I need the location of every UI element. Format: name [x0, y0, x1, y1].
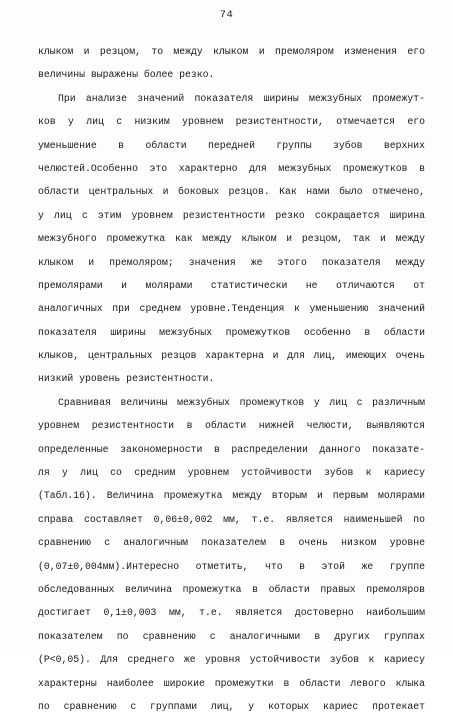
text-line: При анализе значений показателя ширины межзубных промежут- [58, 92, 425, 104]
text-line: челюстей.Особенно это характерно для межзубных промежутков в [38, 162, 425, 174]
text-line: низкий уровень резистентности. [38, 373, 215, 385]
text-line: обследованных величина промежутка в области правых премоляров [38, 583, 425, 595]
text-line: клыком и резцом, то между клыком и премоляром изменения его [38, 46, 425, 57]
text-line: аналогичных при среднем уровне.Тенденция к уменьшению значений [38, 303, 425, 315]
text-line: (0,07±0,004мм).Интересно отметить, что в этой же группе [38, 560, 425, 572]
text-line: сравнению с аналогичным показателем в очень низком уровне [38, 537, 425, 549]
text-line: клыком и премоляром; значения же этого показателя между [38, 256, 425, 268]
text-line: клыков, центральных резцов характерна и для лиц, имеющих очень [38, 350, 425, 362]
text-line: определенные закономерности в распределении данного показате- [38, 443, 425, 455]
text-line: межзубного промежутка как между клыком и резцом, так и между [38, 233, 425, 245]
text-line: по сравнению с группами лиц, у которых кариес протекает [38, 700, 425, 712]
text-line: (Табл.16). Величина промежутка между вторым и первым молярами [38, 490, 425, 502]
text-line: уменьшение в области передней группы зубов верхних [38, 139, 425, 151]
text-line: справа составляет 0,06±0,002 мм, т.е. является наименьшей по [38, 513, 425, 525]
text-line: Сравнивая величины межзубных промежутков у лиц с различным [58, 396, 425, 408]
text-line: у лиц с этим уровнем резистентности резко сокращается ширина [38, 209, 425, 221]
text-line: (Р<0,05). Для среднего же уровня устойчивости зубов к кариесу [38, 654, 425, 666]
text-line: показателем по сравнению с аналогичными в других группах [38, 630, 425, 642]
text-line: величины выражены более резко. [38, 69, 215, 81]
text-line: показателя ширины межзубных промежутков особенно в области [38, 326, 425, 338]
text-line: ков у лиц с низким уровнем резистентности, отмечается его [38, 116, 425, 128]
page-number: 74 [219, 9, 234, 21]
text-line: премолярами и молярами статистически не отличаются от [38, 279, 425, 291]
text-line: достигает 0,1±0,003 мм, т.е. является достоверно наибольшим [38, 607, 425, 619]
text-line: области центральных и боковых резцов. Как нами было отмечено, [38, 186, 425, 198]
text-line: характерны наиболее широкие промежутки в области левого клыка [38, 677, 425, 689]
text-line: ля у лиц со средним уровнем устойчивости зубов к кариесу [38, 467, 425, 479]
text-line: уровнем резистентности в области нижней челюсти, выявляются [38, 420, 425, 432]
body-text [38, 40, 425, 718]
